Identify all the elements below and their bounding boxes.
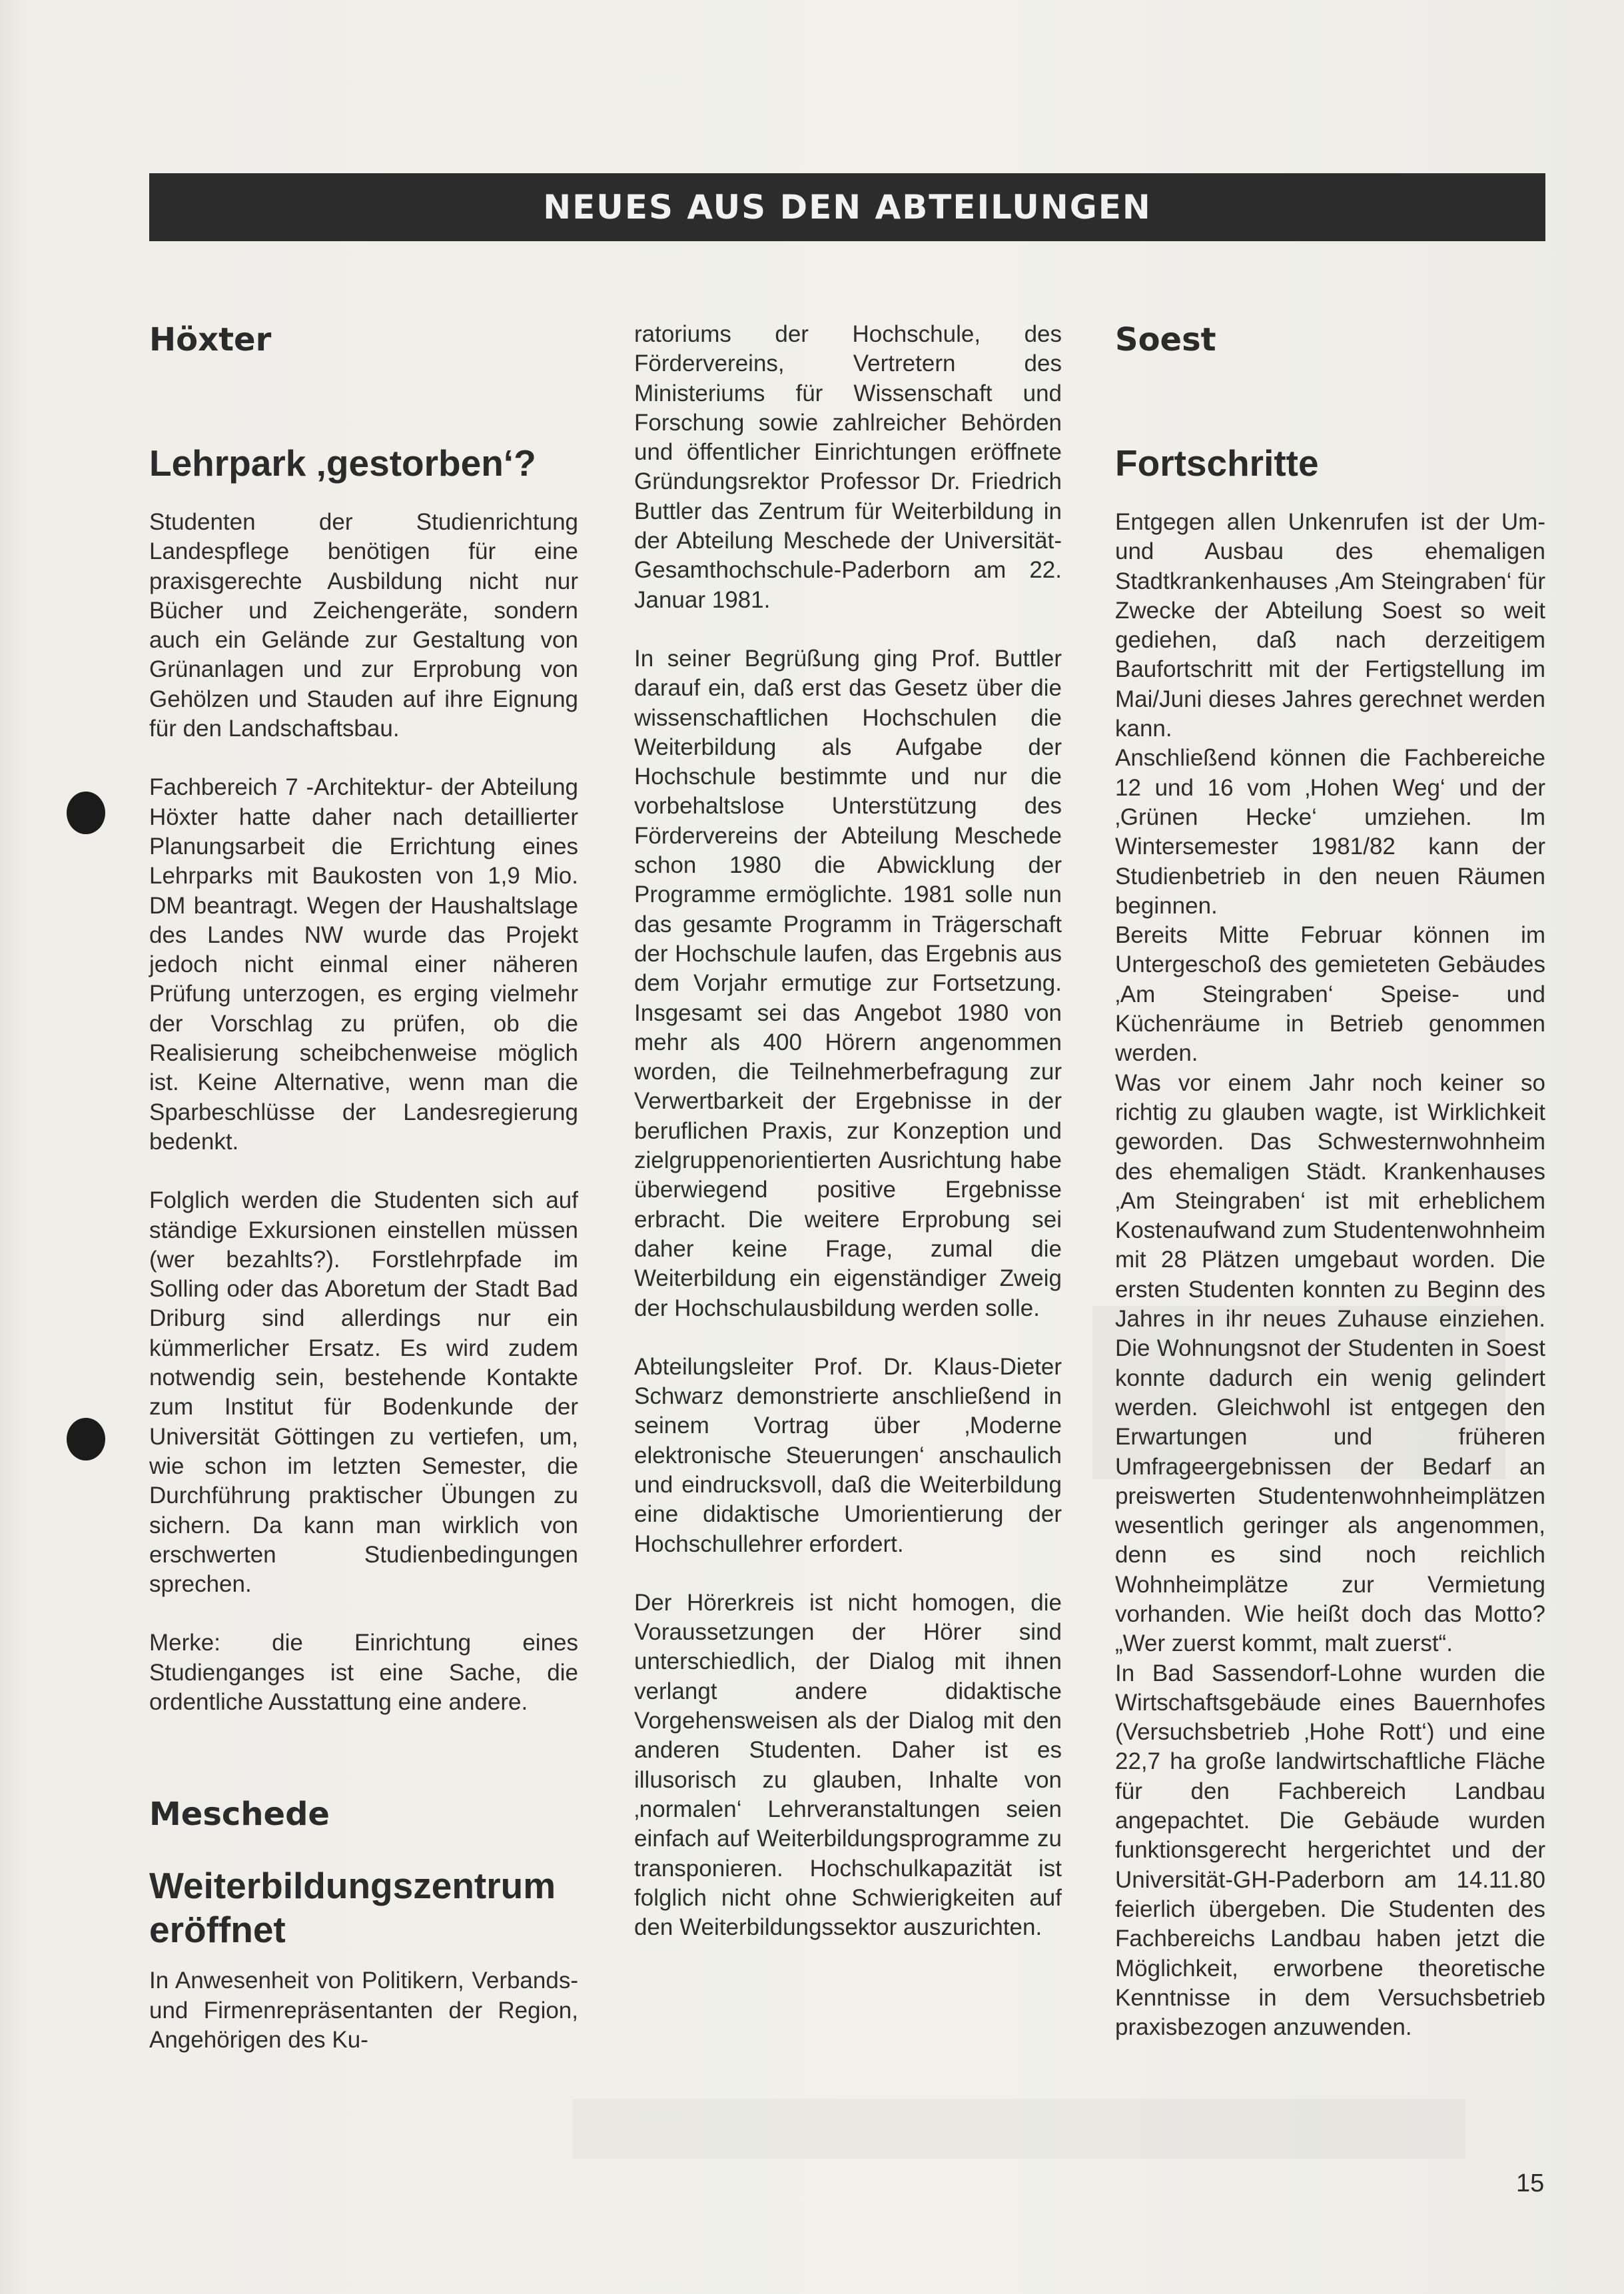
article-paragraph: Merke: die Einrichtung eines Studienganges ist eine Sache, die ordentliche Ausstattung eine andere. <box>149 1630 578 1715</box>
article-paragraph: In Anwesenheit von Politikern, Verbands- und Firmenrepräsentanten der Region, Angehörigen des Ku- <box>149 1968 578 2053</box>
location-heading-soest: Soest <box>1115 321 1216 358</box>
page-number: 15 <box>1516 2169 1545 2197</box>
section-banner: NEUES AUS DEN ABTEILUNGEN <box>149 173 1545 241</box>
article-paragraph: Entgegen allen Unkenrufen ist der Um- und Ausbau des ehemaligen Stadtkrankenhauses ‚Am Steingraben‘ für Zwecke der Abteilung Soest so weit gediehen, daß nach derzeitigem Baufortschritt mit der Fertigstellung im Mai/Juni dieses Jahres gerechnet werden kann. <box>1115 509 1545 742</box>
punch-hole-top <box>67 792 105 834</box>
article-paragraph: Fachbereich 7 -Architektur- der Abteilung Höxter hatte daher nach detaillierter Planungsarbeit die Errichtung eines Lehrparks mit Baukosten von 1,9 Mio. DM beantragt. Wegen der Haushaltslage des Landes NW wurde das Projekt jedoch nicht einmal einer näheren Prüfung unterzogen, es erging vielmehr der Vorschlag zu prüfen, ob die Realisierung scheibchenweise möglich ist. Keine Alternative, wenn man die Sparbeschlüsse der Landesregierung bedenkt. <box>149 774 578 1155</box>
column-3 <box>1115 320 1545 2042</box>
article-headline-weiterbildung: Weiterbildungszentrum eröffnet <box>149 1865 556 1951</box>
article-paragraph: Folglich werden die Studenten sich auf ständige Exkursionen einstellen müssen (wer bezahlts?). Forstlehrpfade im Solling oder das Aboretum der Stadt Bad Driburg sind allerdings nur ein kümmerlicher Ersatz. Es wird zudem notwendig sein, bestehende Kontakte zum Institut für Bodenkunde der Universität Göttingen zu vertiefen, um, wie schon im letzten Semester, die Durchführung praktischer Übungen zu sichern. Da kann man wirklich von erschwerten Studienbedingungen sprechen. <box>149 1187 578 1598</box>
article-headline-lehrpark: Lehrpark ‚gestorben‘? <box>149 442 536 484</box>
article-paragraph: Studenten der Studienrichtung Landespflege benötigen für eine praxisgerechte Ausbildung nicht nur Bücher und Zeichengeräte, sondern auch ein Gelände zur Gestaltung von Grünanlagen und zur Erprobung von Gehölzen und Stauden auf ihre Eignung für den Landschaftsbau. <box>149 509 578 742</box>
article-paragraph: Was vor einem Jahr noch keiner so richtig zu glauben wagte, ist Wirklichkeit geworden. Das Schwesternwohnheim des ehemaligen Städt. Krankenhauses ‚Am Steingraben‘ ist mit erheblichem Kostenaufwand zum Studentenwohnheim mit 28 Plätzen umgebaut worden. Die ersten Studenten konnten zu Beginn des Jahres in ihr neues Zuhause einziehen. Die Wohnungsnot der Studenten in Soest konnte dadurch ein wenig gelindert werden. Gleichwohl ist entgegen den Erwartungen und früheren Umfrageergebnissen der Bedarf an preiswerten Studentenwohnheimplätzen wesentlich geringer als angenommen, denn es sind noch reichlich Wohnheimplätze zur Vermietung vorhanden. Wie heißt doch das Motto? „Wer zuerst kommt, malt zuerst“. <box>1115 1069 1545 1657</box>
location-heading-meschede: Meschede <box>149 1796 330 1834</box>
article-paragraph: Der Hörerkreis ist nicht homogen, die Voraussetzungen der Hörer sind unterschiedlich, der Dialog mit ihnen verlangt andere didaktische Vorgehensweisen als der Dialog mit den anderen Studenten. Daher ist es illusorisch zu glauben, Inhalte von ‚normalen‘ Lehrveranstaltungen seien einfach auf Weiterbildungsprogramme zu transponieren. Hochschulkapazität ist folglich nicht ohne Schwierigkeiten auf den Weiterbildungssektor auszurichten. <box>634 1589 1062 1941</box>
article-paragraph: Bereits Mitte Februar können im Untergeschoß des gemieteten Gebäudes ‚Am Steingraben‘ Speise- und Küchenräume in Betrieb genommen werden. <box>1115 922 1545 1067</box>
article-paragraph: In seiner Begrüßung ging Prof. Buttler darauf ein, daß erst das Gesetz über die wissenschaftlichen Hochschulen die Weiterbildung als Aufgabe der Hochschule bestimmte und nur die vorbehaltslose Unterstützung des Fördervereins der Abteilung Meschede schon 1980 die Abwicklung der Programme ermöglichte. 1981 solle nun das gesamte Programm in Trägerschaft der Hochschule laufen, das Ergebnis aus dem Vorjahr ermutige zur Fortsetzung. Insgesamt sei das Angebot 1980 von mehr als 400 Hörern angenommen worden, die Teilnehmerbefragung zur Verwertbarkeit der Ergebnisse in der beruflichen Praxis, zur Konzeption und zielgruppenorientierten Ausrichtung habe überwiegend positive Ergebnisse erbracht. Die weitere Erprobung sei daher keine Frage, zumal die Weiterbildung ein eigenständiger Zweig der Hochschulausbildung werden solle. <box>634 645 1062 1321</box>
article-paragraph: Abteilungsleiter Prof. Dr. Klaus-Dieter Schwarz demonstrierte anschließend in seinem Vortrag über ‚Moderne elektronische Steuerungen‘ anschaulich und eindrucksvoll, daß die Weiterbildung eine didaktische Umorientierung der Hochschullehrer erfordert. <box>634 1353 1062 1557</box>
show-through-shape <box>573 2099 1465 2159</box>
article-paragraph: In Bad Sassendorf-Lohne wurden die Wirtschaftsgebäude eines Bauernhofes (Versuchsbetrieb ‚Hohe Rott‘) und eine 22,7 ha große landwirtschaftliche Fläche für den Fachbereich Landbau angepachtet. Die Gebäude wurden funktionsgerecht hergerichtet und der Universität-GH-Paderborn am 14.11.80 feierlich übergeben. Die Studenten des Fachbereichs Landbau haben jetzt die Möglichkeit, erworbene theoretische Kenntnisse in dem Versuchsbetrieb praxisbezogen anzuwenden. <box>1115 1660 1545 2041</box>
punch-hole-bottom <box>67 1418 105 1460</box>
article-headline-fortschritte: Fortschritte <box>1115 442 1319 484</box>
location-heading-hoexter: Höxter <box>149 321 272 358</box>
article-paragraph: Anschließend können die Fachbereiche 12 und 16 vom ‚Hohen Weg‘ und der ‚Grünen Hecke‘ umziehen. Im Wintersemester 1981/82 kann der Studienbetrieb in den neuen Räumen beginnen. <box>1115 745 1545 919</box>
article-paragraph: ratoriums der Hochschule, des Fördervereins, Vertretern des Ministeriums für Wissenschaft und Forschung sowie zahlreicher Behörden und öffentlicher Einrichtungen eröffnete Gründungsrektor Professor Dr. Friedrich Buttler das Zentrum für Weiterbildung in der Abteilung Meschede der Universität-Gesamthochschule-Paderborn am 22. Januar 1981. <box>634 321 1062 613</box>
column-2 <box>634 320 1062 1942</box>
column-1 <box>149 320 578 2055</box>
